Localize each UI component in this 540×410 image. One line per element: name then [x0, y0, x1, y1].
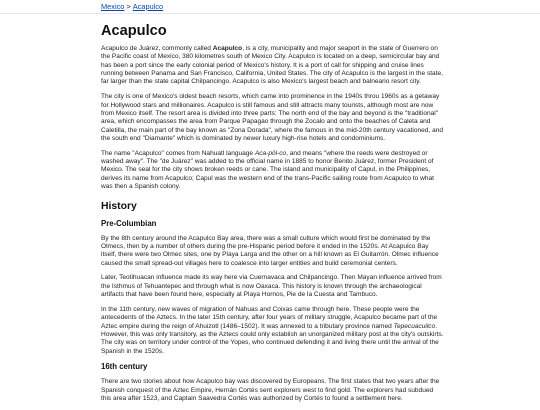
intro-text: , and means "where the reeds were destroyed or washed away". The "de Juárez" was added to the official name in 1885 to honor Benito Juárez, former President of Mexico. The seal for the city shows broken reeds or cane. The island and municipality of Capul, in the Philippines, derives its name from Acapulco; Capul was the western end of the trans-Pacific sailing route from Acapulco to what was then a Spanish colony.: [101, 149, 434, 191]
history-paragraph-3: [101, 306, 444, 356]
intro-bold-name: Acapulco: [212, 45, 243, 52]
top-bar: [0, 0, 540, 14]
page-title: Acapulco: [101, 23, 167, 39]
history-text: . However, this was only transitory, as the Aztecs could only establish an unorganized military post at the city's outskirts. The city was on territory under control of the Yopes, who continued defending it and living there until the arrival of the Spanish in the 1520s.: [101, 322, 444, 355]
history-paragraph-4: There are two stories about how Acapulco bay was discovered by Europeans. The first states that two years after the Spanish conquest of the Aztec Empire, Hernán Cortés sent explorers west to find gold. The explorers had subdued this area after 1523, and Captain Saavedra Cortés was authorized by Cortés to found a settlement here.: [101, 378, 440, 403]
intro-text: The name "Acapulco" comes from Nahuatl language: [101, 149, 255, 157]
breadcrumb-separator: >: [126, 2, 131, 11]
history-paragraph-1: By the 8th century around the Acapulco Bay area, there was a small culture which would first be dominated by the Olmecs, then by a number of others during the pre-Hispanic period before it ended in the 1520s. At Acapulco Bay itself, there were two Olmec sites, one by Playa Larga and the other on a hill known as El Guitarrón. Olmec influence caused the small spread-out villages here to coalesce into larger entities and build ceremonial centers.: [101, 234, 439, 267]
section-heading-history: History: [101, 200, 137, 212]
intro-paragraph-1: [101, 45, 444, 87]
history-paragraph-2: Later, Teotihuacan influence made its way here via Cuernavaca and Chilpancingo. Then Mayan influence arrived from the Isthmus of Tehuantepec and through what is now Oaxaca. This history is known through the archaeological artifacts that have been found here, especially at Playa Hornos, Pie de la Cuesta and Tambuco.: [101, 274, 442, 299]
intro-text: , is a city, municipality and major seaport in the state of Guerrero on the Pacific coast of Mexico, 380 kilometres south of Mexico City. Acapulco is located on a deep, semicircular bay and has been a port since the early colonial period of Mexico's history. It is a port of call for shipping and cruise lines running between Panama and San Francisco, California, United States. The city of Acapulco is the largest in the state, far larger than the state capital Chilpancingo. Acapulco is also Mexico's largest beach and balneario resort city.: [101, 45, 443, 86]
history-text: In the 11th century, new waves of migration of Nahuas and Coixas came through here. These people were the antecedents of the Aztecs. In the later 15th century, after four years of military struggle, Acapulco became part of the Aztec empire during the reign of Ahuizotl (1486–1502). It was annexed to a tributary province named: [101, 305, 438, 330]
breadcrumb-link-acapulco[interactable]: Acapulco: [132, 2, 164, 11]
article-content: [101, 23, 444, 410]
intro-paragraph-3: [101, 150, 444, 192]
breadcrumb: [101, 2, 163, 11]
subsection-heading-pre-columbian: Pre-Columbian: [101, 218, 157, 228]
intro-italic-term: Aca-pōl-co: [254, 149, 287, 157]
intro-paragraph-2: The city is one of Mexico's oldest beach resorts, which came into prominence in the 1940s throu 1960s as a getaway for Hollywood stars and millionaires. Acapulco is still famous and still attracts many tourists, although most are now from Mexico itself. The resort area is divided into three parts: The north end of the bay and beyond is the "traditional" area, which encompasses the area from Parque Papagao through the Zocalo and onto the beaches of Caleta and Caletilla, the main part of the bay known as "Zona Dorada", where the famous in the mid-20th century vacationed, and the south end "Diamante" which is dominated by newer luxury high-rise hotels and condominiums.: [101, 93, 444, 142]
history-italic-term: Tepecuacuilco: [393, 322, 436, 330]
subsection-heading-16th-century: 16th century: [101, 362, 148, 372]
breadcrumb-link-mexico[interactable]: Mexico: [101, 2, 125, 11]
intro-text: Acapulco de Juárez, commonly called: [101, 45, 213, 52]
